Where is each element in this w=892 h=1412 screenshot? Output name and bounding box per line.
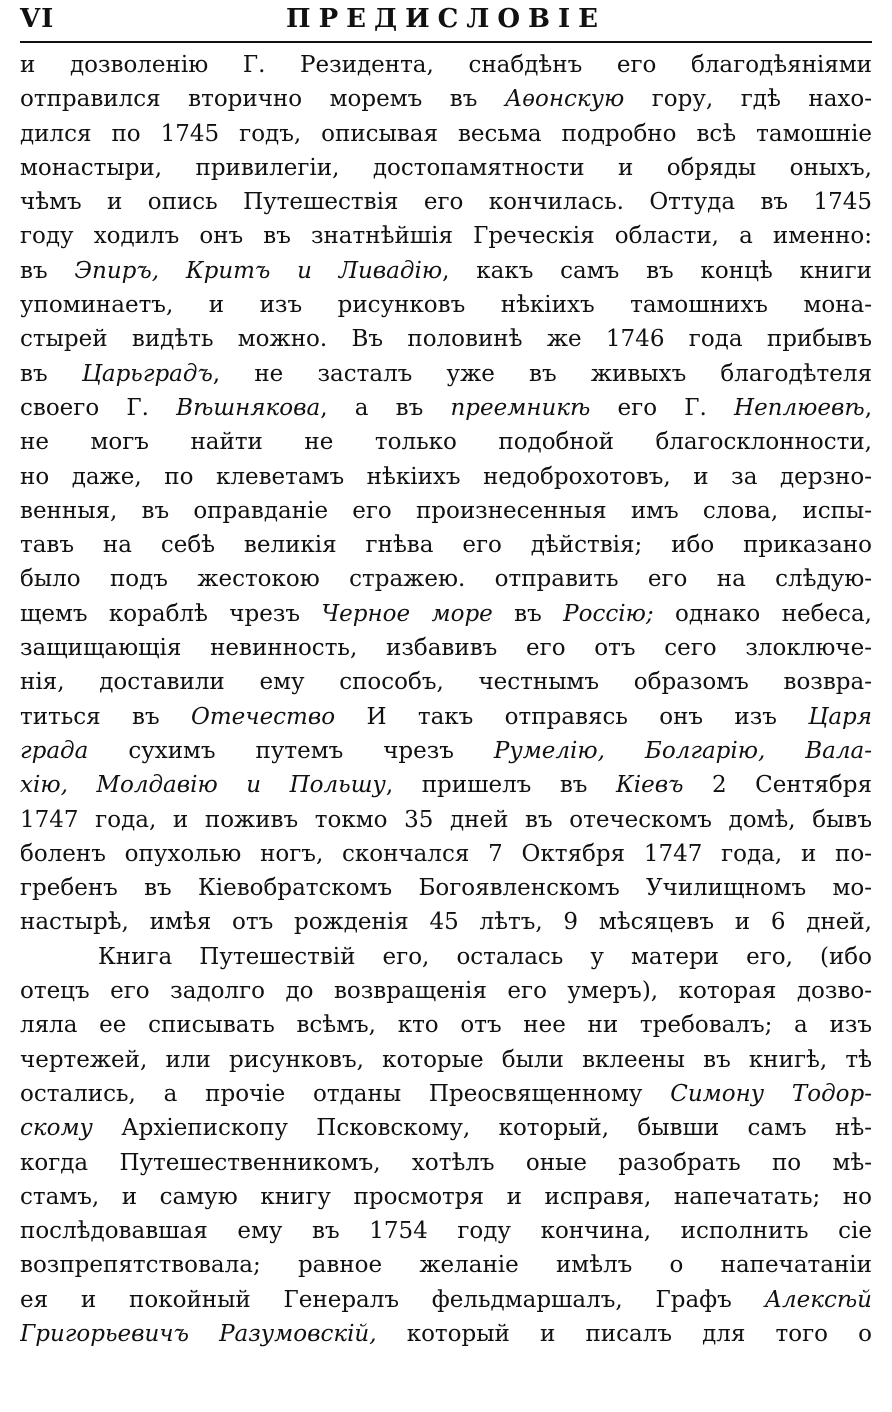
italic-text: Алексѣй xyxy=(764,1286,872,1313)
italic-text: града xyxy=(20,737,89,764)
text-run: когда Путешественникомъ, хотѣлъ оные разобрать по мѣ- xyxy=(20,1149,872,1176)
italic-text: Кіевъ xyxy=(615,772,684,799)
italic-text: Царя xyxy=(808,703,872,730)
text-run: возпрепятствовала; равное желаніе имѣлъ о напечатаніи xyxy=(20,1252,872,1279)
text-run: отправился вторично моремъ въ xyxy=(20,86,505,113)
text-run: который и писалъ для того о xyxy=(376,1320,872,1347)
text-run: настырѣ, имѣя отъ рожденія 45 лѣтъ, 9 мѣсяцевъ и 6 дней, xyxy=(20,909,872,936)
text-run: Книга Путешествій его, осталась у матери его, (ибо xyxy=(98,943,872,970)
text-line xyxy=(20,700,872,734)
paragraph xyxy=(20,48,872,940)
text-run: въ xyxy=(20,257,75,284)
text-run: и дозволенію Г. Резидента, снабдѣнъ его благодѣяніями xyxy=(20,52,872,78)
italic-text: Россію; xyxy=(563,600,654,627)
text-run: въ xyxy=(492,600,564,627)
text-line xyxy=(20,803,872,837)
text-run: монастыри, привилегіи, достопамятности и обряды оныхъ, xyxy=(20,154,872,181)
text-line xyxy=(20,1146,872,1180)
text-line xyxy=(20,357,872,391)
text-run: 2 Сентября xyxy=(683,772,872,799)
text-run: 1747 года, и поживъ токмо 35 дней въ отеческомъ домѣ, бывъ xyxy=(20,806,872,833)
text-line xyxy=(20,665,872,699)
text-run: остались, а прочіе отданы Преосвященному xyxy=(20,1080,671,1107)
text-line xyxy=(20,837,872,871)
text-line xyxy=(20,974,872,1008)
text-line xyxy=(20,1214,872,1248)
text-run: венныя, въ оправданіе его произнесенныя имъ слова, испы- xyxy=(20,497,872,524)
paragraph xyxy=(20,940,872,1352)
header-rule xyxy=(20,41,872,43)
text-run: И такъ отправясь онъ изъ xyxy=(335,703,809,730)
text-line xyxy=(20,391,872,425)
italic-text: скому xyxy=(20,1115,93,1142)
text-run: было подъ жестокою стражею. отправить его на слѣдую- xyxy=(20,566,872,593)
text-line xyxy=(20,734,872,768)
text-line xyxy=(20,322,872,356)
text-run: боленъ опухолью ногъ, скончался 7 Октября 1747 года, и по- xyxy=(20,840,872,867)
text-run: ея и покойный Генералъ фельдмаршалъ, Графъ xyxy=(20,1286,765,1313)
text-line xyxy=(20,1111,872,1145)
text-run: , пришелъ въ xyxy=(385,772,616,799)
text-line xyxy=(20,1283,872,1317)
italic-text: Румелію, Болгарію, Вала- xyxy=(493,737,872,764)
text-run: своего Г. xyxy=(20,394,177,421)
italic-text: Отечество xyxy=(190,703,336,730)
text-run: отецъ его задолго до возвращенія его умеръ), которая дозво- xyxy=(20,978,872,1005)
text-run: дился по 1745 годъ, описывая весьма подробно всѣ тамошніе xyxy=(20,120,872,147)
text-run: послѣдовавшая ему въ 1754 году кончина, исполнить сіе xyxy=(20,1218,872,1245)
text-run: титься въ xyxy=(20,703,191,730)
text-line xyxy=(20,288,872,322)
text-run: защищающія невинность, избавивъ его отъ сего злоключе- xyxy=(20,635,872,662)
text-line xyxy=(20,82,872,116)
text-run: но даже, по клеветамъ нѣкіихъ недоброхотовъ, и за дерзно- xyxy=(20,463,872,490)
italic-text: Неплюевѣ xyxy=(734,394,865,421)
text-run: году ходилъ онъ въ знатнѣйшія Греческія области, а именно: xyxy=(20,223,872,250)
italic-text: Григорьевичъ Разумовскій, xyxy=(20,1320,377,1347)
text-line xyxy=(20,185,872,219)
running-head: ПРЕДИСЛОВІЕ xyxy=(286,4,606,34)
italic-text: Аѳонскую xyxy=(504,86,625,113)
text-run: , какъ самъ въ концѣ книги xyxy=(442,257,872,284)
text-run: нія, доставили ему способъ, честнымъ образомъ возвра- xyxy=(20,669,872,696)
text-line xyxy=(20,460,872,494)
text-run: щемъ кораблѣ чрезъ xyxy=(20,600,322,627)
text-line xyxy=(20,1043,872,1077)
italic-text: Царьградъ xyxy=(81,360,213,387)
text-line xyxy=(20,528,872,562)
text-run: тавъ на себѣ великія гнѣва его дѣйствія; ибо приказано xyxy=(20,532,872,559)
text-run: его Г. xyxy=(590,394,735,421)
text-run: стамъ, и самую книгу просмотря и исправя, напечатать; но xyxy=(20,1183,872,1210)
text-run: чертежей, или рисунковъ, которые были вклеены въ книгѣ, тѣ xyxy=(20,1046,872,1073)
page-header xyxy=(20,0,872,40)
text-line xyxy=(20,219,872,253)
text-line xyxy=(20,151,872,185)
text-run: однако небеса, xyxy=(653,600,872,627)
text-run: , xyxy=(864,394,872,421)
text-run: ляла ее списывать всѣмъ, кто отъ нее ни требовалъ; а изъ xyxy=(20,1012,872,1039)
text-line xyxy=(20,117,872,151)
text-line xyxy=(20,597,872,631)
text-run: гору, гдѣ нахо- xyxy=(624,86,872,113)
text-line xyxy=(20,871,872,905)
text-line xyxy=(20,254,872,288)
text-run: гребенъ въ Кіевобратскомъ Богоявленскомъ Училищномъ мо- xyxy=(20,875,872,902)
italic-text: Эпиръ, Критъ и Ливадію xyxy=(74,257,443,284)
text-run: чѣмъ и опись Путешествія его кончилась. Оттуда въ 1745 xyxy=(20,189,872,216)
text-line xyxy=(20,48,872,82)
text-run: стырей видѣть можно. Въ половинѣ же 1746 года прибывъ xyxy=(20,326,872,353)
page-folio: VI xyxy=(20,4,55,34)
text-run: сухимъ путемъ чрезъ xyxy=(88,737,494,764)
text-line xyxy=(20,1008,872,1042)
text-line xyxy=(20,768,872,802)
text-line xyxy=(20,905,872,939)
text-run: не могъ найти не только подобной благосклонности, xyxy=(20,429,872,456)
text-line xyxy=(20,1248,872,1282)
text-line xyxy=(20,940,872,974)
italic-text: Вѣшнякова xyxy=(176,394,321,421)
text-run: , не засталъ уже въ живыхъ благодѣтеля xyxy=(212,360,872,387)
italic-text: Черное море xyxy=(321,600,493,627)
body-text xyxy=(20,48,872,1351)
text-line xyxy=(20,1077,872,1111)
text-run: въ xyxy=(20,360,82,387)
text-run: упоминаетъ, и изъ рисунковъ нѣкіихъ тамошнихъ мона- xyxy=(20,292,872,319)
italic-text: Симону Тодор- xyxy=(670,1080,872,1107)
text-line xyxy=(20,425,872,459)
italic-text: хію, Молдавію и Польшу xyxy=(20,772,386,799)
text-run: , а въ xyxy=(320,394,451,421)
text-line xyxy=(20,1317,872,1351)
text-line xyxy=(20,562,872,596)
text-line xyxy=(20,494,872,528)
text-line xyxy=(20,631,872,665)
text-line xyxy=(20,1180,872,1214)
text-run: Архіепископу Псковскому, который, бывши самъ нѣ- xyxy=(92,1115,872,1142)
italic-text: преемникѣ xyxy=(450,394,591,421)
